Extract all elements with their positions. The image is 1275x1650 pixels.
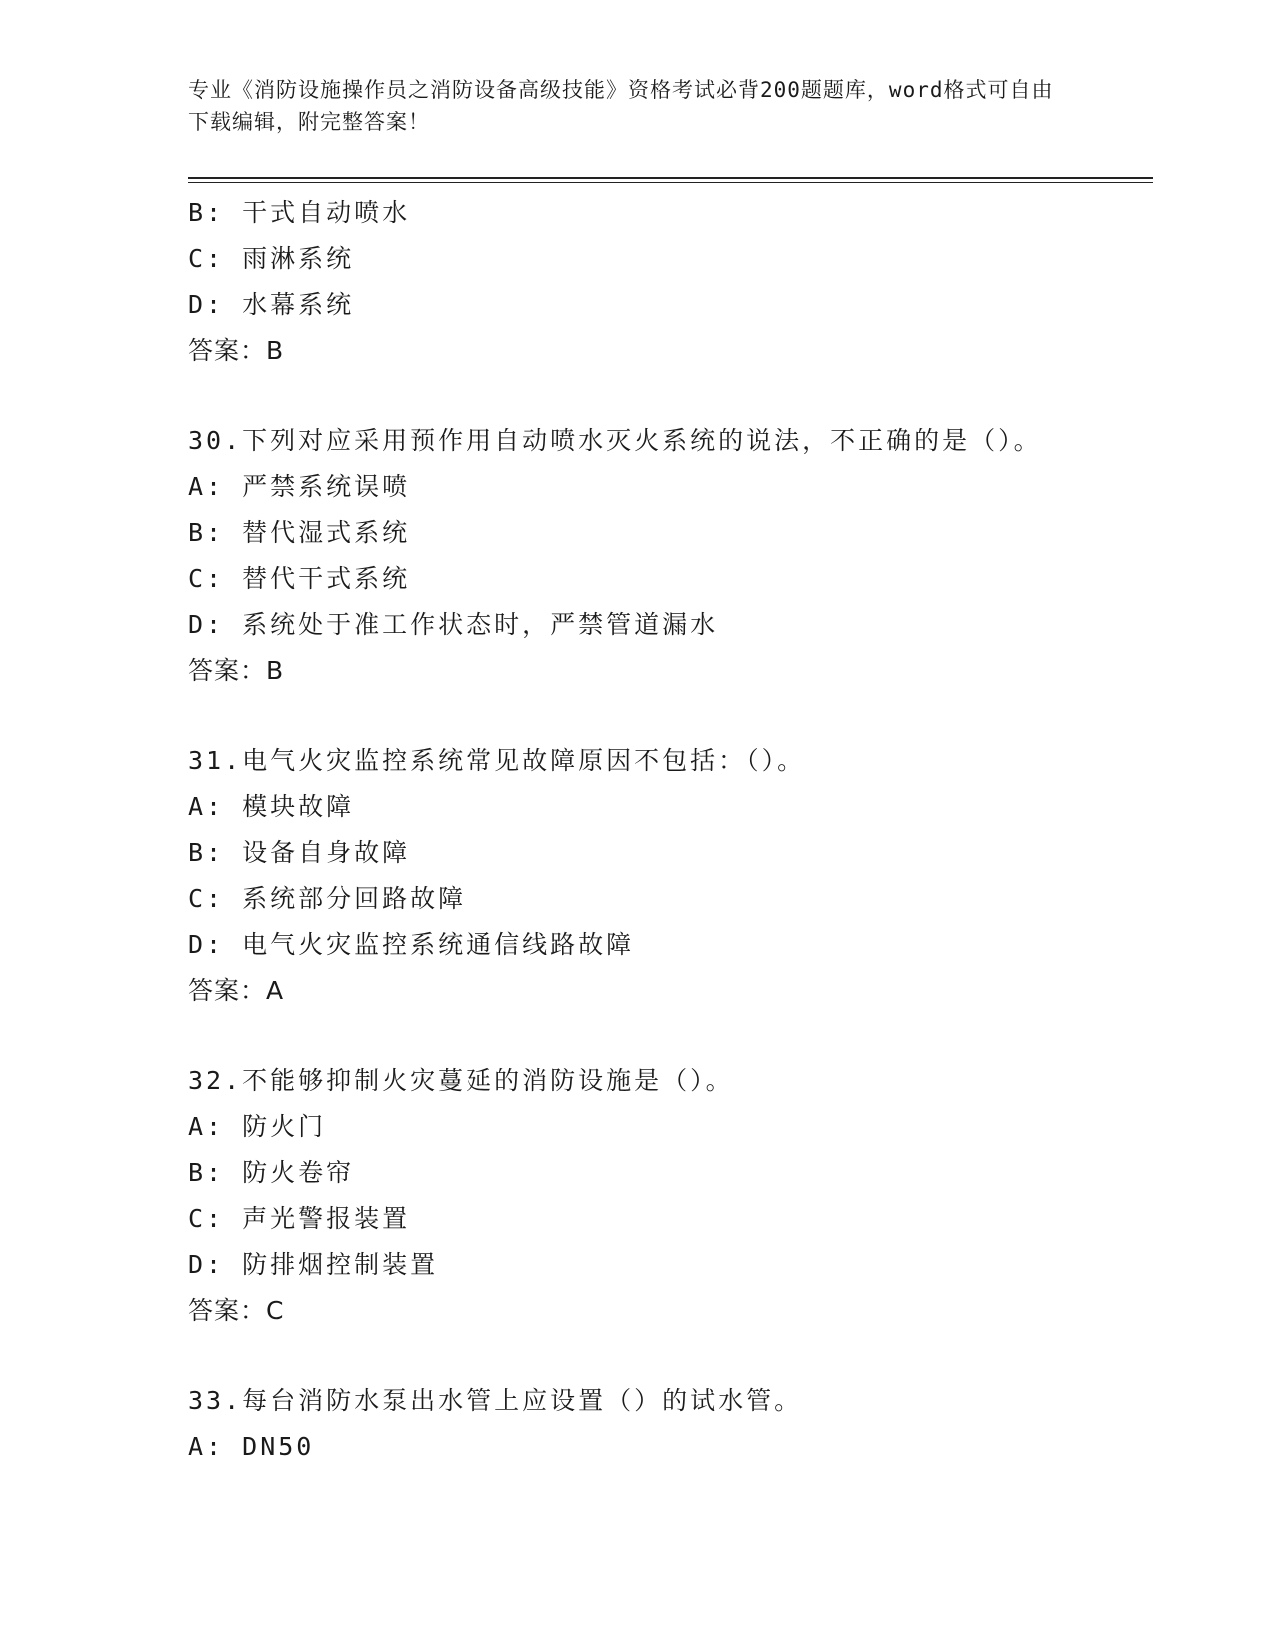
- question-list: [188, 190, 1153, 1470]
- question-33: [188, 1378, 1153, 1470]
- option-b: B: 替代湿式系统: [188, 518, 411, 547]
- option-b: B: 干式自动喷水: [188, 198, 411, 227]
- question-31: [188, 738, 1153, 1014]
- option-c: C: 替代干式系统: [188, 564, 411, 593]
- answer: 答案：C: [188, 1296, 285, 1325]
- answer: 答案：B: [188, 336, 285, 365]
- option-d: D: 系统处于准工作状态时，严禁管道漏水: [188, 610, 719, 639]
- question-stem: 30.下列对应采用预作用自动喷水灭火系统的说法，不正确的是（）。: [188, 426, 1042, 455]
- option-b: B: 设备自身故障: [188, 838, 411, 867]
- option-a: A: DN50: [188, 1432, 315, 1461]
- option-c: C: 声光警报装置: [188, 1204, 411, 1233]
- question-stem: 31.电气火灾监控系统常见故障原因不包括：（）。: [188, 746, 806, 775]
- option-a: A: 严禁系统误喷: [188, 472, 411, 501]
- question-32: [188, 1058, 1153, 1334]
- option-c: C: 雨淋系统: [188, 244, 355, 273]
- question-stem: 33.每台消防水泵出水管上应设置（）的试水管。: [188, 1386, 803, 1415]
- answer: 答案：B: [188, 656, 285, 685]
- question-29-fragment: [188, 190, 1153, 374]
- option-d: D: 电气火灾监控系统通信线路故障: [188, 930, 635, 959]
- option-a: A: 模块故障: [188, 792, 355, 821]
- option-b: B: 防火卷帘: [188, 1158, 355, 1187]
- option-d: D: 防排烟控制装置: [188, 1250, 439, 1279]
- option-d: D: 水幕系统: [188, 290, 355, 319]
- option-c: C: 系统部分回路故障: [188, 884, 467, 913]
- header-divider-thin: [188, 182, 1153, 183]
- header-divider-thick: [188, 177, 1153, 179]
- option-a: A: 防火门: [188, 1112, 327, 1141]
- document-header: 专业《消防设施操作员之消防设备高级技能》资格考试必背200题题库，word格式可自由下载编辑，附完整答案！: [188, 78, 1054, 134]
- question-stem: 32.不能够抑制火灾蔓延的消防设施是（）。: [188, 1066, 734, 1095]
- answer: 答案：A: [188, 976, 285, 1005]
- question-30: [188, 418, 1153, 694]
